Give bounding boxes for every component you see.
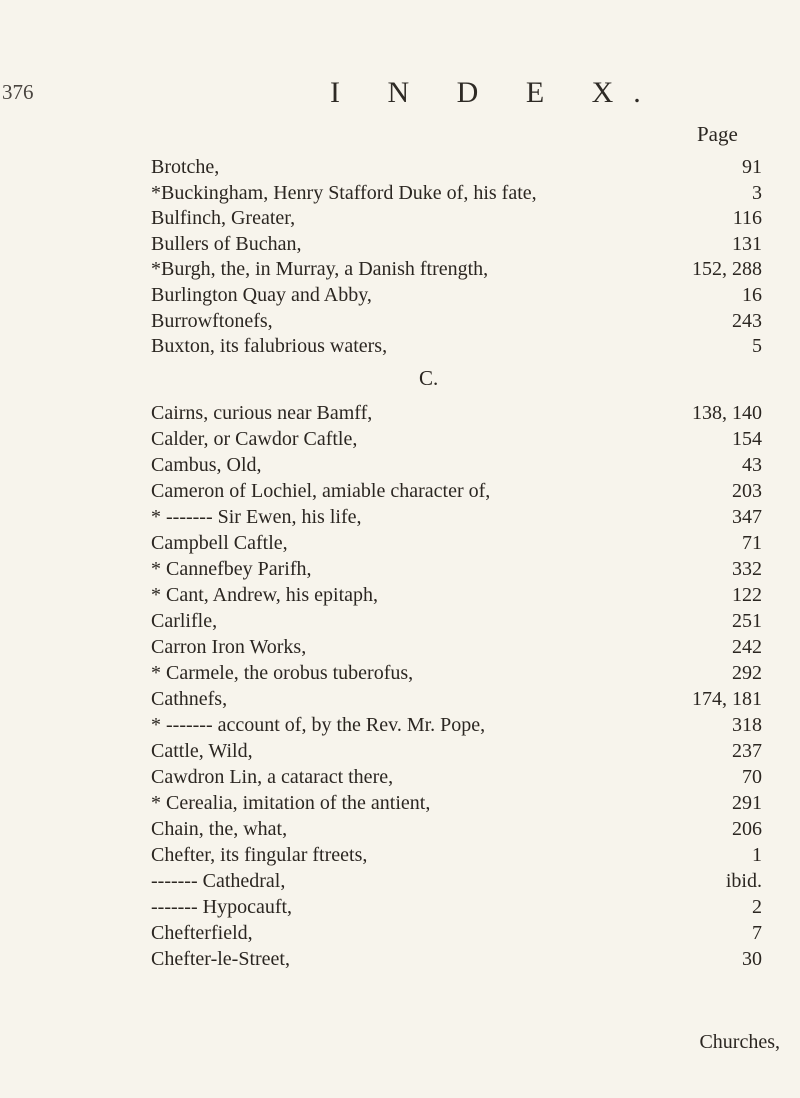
entry-text: Chefterfield, <box>151 922 253 944</box>
entry-page: ibid. <box>725 870 762 892</box>
entry-page: 292 <box>732 662 762 684</box>
index-entry <box>0 503 800 531</box>
entry-text: Carlifle, <box>151 610 218 632</box>
entry-text: Buxton, its falubrious waters, <box>151 335 388 358</box>
entry-page: 347 <box>732 506 762 528</box>
entry-text: Campbell Caftle, <box>151 532 288 554</box>
entry-page: 91 <box>742 156 762 178</box>
index-entry <box>0 555 800 583</box>
entry-page: 203 <box>732 480 762 502</box>
entry-page: 242 <box>732 636 762 658</box>
index-entry <box>0 763 800 791</box>
index-entry <box>0 281 800 309</box>
index-entry <box>0 685 800 713</box>
entry-page: 206 <box>732 818 762 840</box>
entry-text: Calder, or Cawdor Caftle, <box>151 428 358 450</box>
entry-page: 3 <box>752 181 762 204</box>
index-entry <box>0 893 800 921</box>
entry-page: 2 <box>752 896 762 918</box>
entry-page: 131 <box>732 232 762 255</box>
index-entry <box>0 581 800 609</box>
entry-page: 332 <box>732 558 762 580</box>
entry-page: 154 <box>732 428 762 450</box>
entry-text: * Cannefbey Parifh, <box>151 558 312 580</box>
entry-page: 1 <box>752 844 762 866</box>
entry-text: Cairns, curious near Bamff, <box>151 402 373 424</box>
index-entry <box>0 945 800 973</box>
entry-text: *Buckingham, Henry Stafford Duke of, his fate, <box>151 181 537 204</box>
entry-page: 291 <box>732 792 762 814</box>
page-column-heading: Page <box>697 122 738 146</box>
entry-text: * ------- account of, by the Rev. Mr. Pope, <box>151 714 486 736</box>
entry-text: * Cerealia, imitation of the antient, <box>151 792 431 814</box>
index-entry <box>0 307 800 335</box>
entry-text: Bullers of Buchan, <box>151 232 302 255</box>
entry-page: 70 <box>742 766 762 788</box>
catchword: Churches, <box>699 1031 780 1053</box>
index-entry <box>0 711 800 739</box>
entry-page: 16 <box>742 284 762 306</box>
entry-text: ------- Cathedral, <box>151 870 286 892</box>
entry-page: 243 <box>732 309 762 332</box>
catchword-row <box>0 1028 800 1056</box>
entry-text: Cambus, Old, <box>151 454 262 476</box>
index-entry <box>0 841 800 869</box>
entry-page: 237 <box>732 740 762 762</box>
entry-text: * ------- Sir Ewen, his life, <box>151 506 362 528</box>
index-entry <box>0 255 800 283</box>
index-entry <box>0 477 800 505</box>
index-entry <box>0 919 800 947</box>
index-entry <box>0 451 800 479</box>
entry-text: Chefter-le-Street, <box>151 948 290 970</box>
entry-text: Cathnefs, <box>151 688 228 710</box>
entry-text: Bulfinch, Greater, <box>151 207 296 230</box>
entry-text: * Carmele, the orobus tuberofus, <box>151 662 414 684</box>
entry-page: 7 <box>752 922 762 944</box>
entry-text: Cameron of Lochiel, amiable character of, <box>151 480 491 502</box>
entry-text: Cawdron Lin, a cataract there, <box>151 766 394 788</box>
entry-page: 174, 181 <box>692 688 762 710</box>
index-entry <box>0 425 800 453</box>
index-entry <box>0 204 800 232</box>
page-number: 376 <box>2 80 34 104</box>
entry-text: Chain, the, what, <box>151 818 288 840</box>
entry-page: 5 <box>752 335 762 358</box>
entry-text: Burlington Quay and Abby, <box>151 284 372 306</box>
index-entry <box>0 633 800 661</box>
entry-page: 152, 288 <box>692 258 762 281</box>
entry-text: ------- Hypocauft, <box>151 896 293 918</box>
entry-text: Chefter, its fingular ftreets, <box>151 844 368 866</box>
entry-page: 116 <box>732 207 762 230</box>
index-entry <box>0 737 800 765</box>
entry-text: Brotche, <box>151 156 220 178</box>
entry-text: Carron Iron Works, <box>151 636 307 658</box>
index-entry <box>0 815 800 843</box>
entry-page: 122 <box>732 584 762 606</box>
index-entry <box>0 332 800 360</box>
index-entry <box>0 659 800 687</box>
entry-page: 251 <box>732 610 762 632</box>
entry-page: 71 <box>742 532 762 554</box>
entry-page: 43 <box>742 454 762 476</box>
section-heading-c: C. <box>419 366 439 390</box>
entry-page: 318 <box>732 714 762 736</box>
index-entry <box>0 867 800 895</box>
running-head: I N D E X. <box>330 76 661 109</box>
entry-page: 138, 140 <box>692 402 762 424</box>
index-entry <box>0 153 800 181</box>
entry-text: Burrowftonefs, <box>151 309 273 332</box>
index-entry <box>0 529 800 557</box>
entry-text: Cattle, Wild, <box>151 740 253 762</box>
index-entry <box>0 399 800 427</box>
index-entry <box>0 179 800 207</box>
index-entry <box>0 607 800 635</box>
index-entry <box>0 789 800 817</box>
entry-text: * Cant, Andrew, his epitaph, <box>151 584 379 606</box>
entry-text: *Burgh, the, in Murray, a Danish ftrength, <box>151 258 489 281</box>
entry-page: 30 <box>742 948 762 970</box>
index-entry <box>0 230 800 258</box>
